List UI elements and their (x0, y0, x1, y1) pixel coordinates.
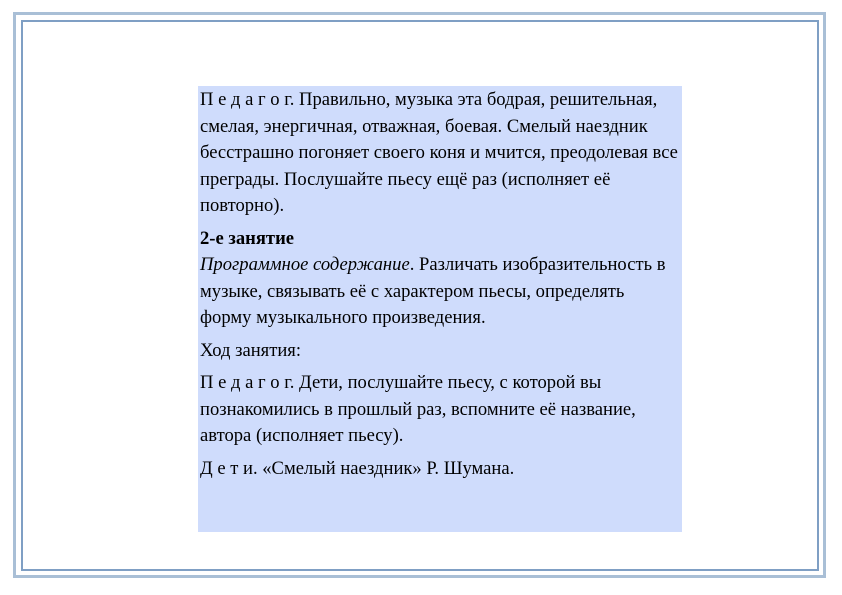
speaker-label: П е д а г о г. (200, 372, 295, 393)
program-label: Программное содержание (200, 254, 410, 275)
paragraph-lesson-course: Ход занятия: (200, 339, 302, 361)
paragraph-text: Правильно, музыка эта бодрая, решительная, смелая, энергичная, отважная, боевая. Смелый наездник бесстрашно погоняет своего коня и мчится, преодолевая все преграды. Послушайте пьесу ещё раз (исполняет её повторно). (200, 89, 678, 216)
paragraph-children (200, 456, 678, 483)
paragraph-teacher-2 (200, 370, 678, 450)
paragraph-program (200, 252, 678, 332)
paragraph-text: Дети, послушайте пьесу, с которой вы познакомились в прошлый раз, вспомните её название, автора (исполняет пьесу). (200, 372, 636, 446)
paragraph-text: . Различать изобразительность в музыке, связывать её с характером пьесы, определять форму музыкального произведения. (200, 254, 666, 328)
paragraph-text: «Смелый наездник» Р. Шумана. (257, 457, 515, 479)
lesson-heading: 2-е занятие (200, 227, 295, 249)
paragraph-teacher-1 (200, 87, 678, 220)
text-block (198, 86, 682, 532)
speaker-label: П е д а г о г. (200, 89, 295, 110)
speaker-label: Д е т и. (200, 457, 258, 479)
